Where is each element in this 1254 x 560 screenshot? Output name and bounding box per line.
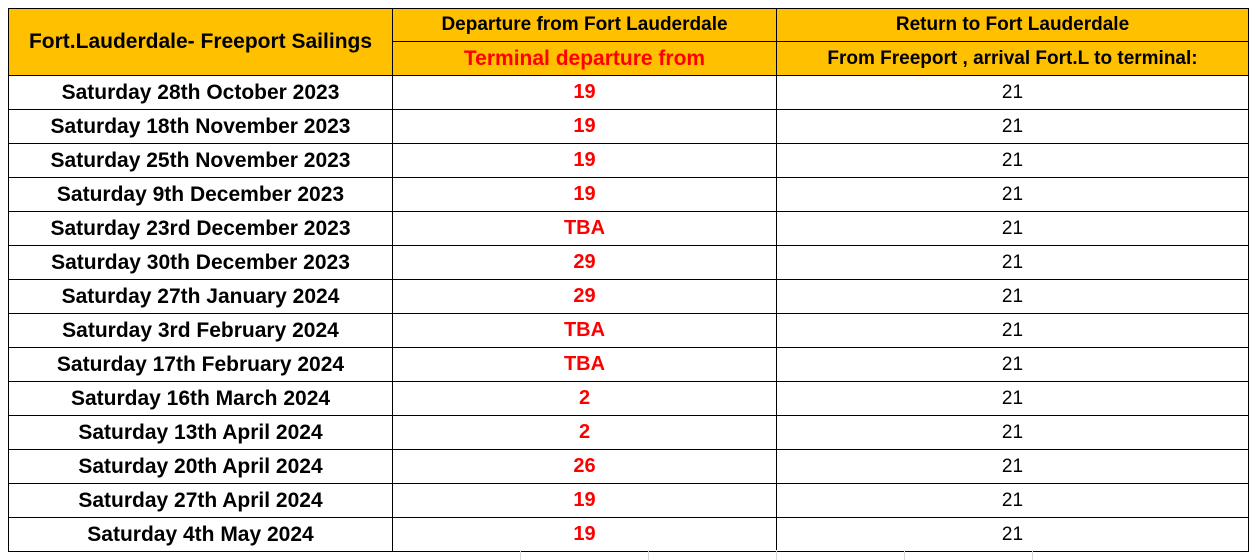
departure-time-cell[interactable] [393, 382, 777, 416]
return-time: 21 [1001, 285, 1024, 307]
return-heading: Return to Fort Lauderdale [895, 14, 1130, 35]
departure-time: TBA [563, 353, 606, 375]
sailing-date: Saturday 30th December 2023 [51, 250, 350, 274]
departure-time: TBA [563, 217, 606, 239]
return-time: 21 [1001, 149, 1024, 171]
sailing-date: Saturday 27th January 2024 [61, 284, 340, 308]
departure-time: TBA [563, 319, 606, 341]
sailing-date: Saturday 4th May 2024 [87, 522, 314, 546]
return-time-cell[interactable] [777, 178, 1249, 212]
departure-time: 19 [573, 115, 596, 137]
departure-time: 19 [573, 489, 596, 511]
departure-time-cell[interactable] [393, 416, 777, 450]
header-row-1 [9, 9, 1249, 42]
departure-time: 2 [578, 387, 591, 409]
departure-heading: Departure from Fort Lauderdale [441, 14, 728, 35]
table-row [9, 518, 1249, 552]
departure-time: 19 [573, 183, 596, 205]
return-time-cell[interactable] [777, 144, 1249, 178]
return-time: 21 [1001, 183, 1024, 205]
table-row [9, 246, 1249, 280]
sailing-date: Saturday 28th October 2023 [61, 80, 340, 104]
departure-time-cell[interactable] [393, 314, 777, 348]
departure-time: 26 [573, 455, 596, 477]
return-time: 21 [1001, 319, 1024, 341]
sailing-date: Saturday 20th April 2024 [78, 454, 323, 478]
departure-subheading: Terminal departure from [463, 46, 706, 70]
return-time: 21 [1001, 387, 1024, 409]
return-time: 21 [1001, 217, 1024, 239]
table-row [9, 280, 1249, 314]
departure-time: 19 [573, 149, 596, 171]
sailing-date: Saturday 17th February 2024 [56, 352, 345, 376]
sailing-date-cell[interactable] [9, 144, 393, 178]
sailing-date: Saturday 25th November 2023 [50, 148, 351, 172]
return-time: 21 [1001, 523, 1024, 545]
return-time: 21 [1001, 353, 1024, 375]
return-time-cell[interactable] [777, 212, 1249, 246]
sailings-table [8, 8, 1249, 552]
departure-time-cell[interactable] [393, 348, 777, 382]
sailing-date-cell[interactable] [9, 348, 393, 382]
sailing-date: Saturday 3rd February 2024 [62, 318, 339, 342]
sailing-date-cell[interactable] [9, 314, 393, 348]
table-title: Fort.Lauderdale- Freeport Sailings [28, 30, 373, 53]
return-subheading: From Freeport , arrival Fort.L to terminal: [827, 47, 1198, 69]
return-time-cell[interactable] [777, 76, 1249, 110]
return-heading-cell[interactable] [777, 9, 1249, 42]
departure-time-cell[interactable] [393, 280, 777, 314]
table-row [9, 484, 1249, 518]
return-time-cell[interactable] [777, 382, 1249, 416]
return-time-cell[interactable] [777, 110, 1249, 144]
gridline [1032, 550, 1033, 560]
table-row [9, 416, 1249, 450]
departure-time-cell[interactable] [393, 212, 777, 246]
departure-time-cell[interactable] [393, 246, 777, 280]
return-time-cell[interactable] [777, 518, 1249, 552]
table-title-cell[interactable] [9, 9, 393, 76]
table-row [9, 178, 1249, 212]
return-time: 21 [1001, 115, 1024, 137]
departure-time-cell[interactable] [393, 450, 777, 484]
return-time: 21 [1001, 489, 1024, 511]
sailing-date-cell[interactable] [9, 246, 393, 280]
sheet-gridlines [0, 550, 1254, 560]
departure-time-cell[interactable] [393, 110, 777, 144]
return-time-cell[interactable] [777, 314, 1249, 348]
departure-time-cell[interactable] [393, 144, 777, 178]
return-time: 21 [1001, 81, 1024, 103]
departure-time-cell[interactable] [393, 76, 777, 110]
table-row [9, 382, 1249, 416]
table-row [9, 110, 1249, 144]
table-row [9, 212, 1249, 246]
sailing-date-cell[interactable] [9, 110, 393, 144]
departure-time-cell[interactable] [393, 178, 777, 212]
gridline [520, 550, 521, 560]
return-time: 21 [1001, 251, 1024, 273]
sailing-date-cell[interactable] [9, 416, 393, 450]
sailing-date-cell[interactable] [9, 280, 393, 314]
departure-time-cell[interactable] [393, 484, 777, 518]
gridline [776, 550, 777, 560]
sailings-sheet [8, 8, 1248, 552]
return-time-cell[interactable] [777, 348, 1249, 382]
return-subheading-cell[interactable] [777, 42, 1249, 76]
return-time-cell[interactable] [777, 450, 1249, 484]
departure-subheading-cell[interactable] [393, 42, 777, 76]
sailing-date-cell[interactable] [9, 484, 393, 518]
sailing-date-cell[interactable] [9, 382, 393, 416]
sailings-table-body [9, 9, 1249, 552]
departure-time: 29 [573, 251, 596, 273]
sailing-date-cell[interactable] [9, 76, 393, 110]
departure-time: 19 [573, 81, 596, 103]
sailing-date-cell[interactable] [9, 212, 393, 246]
departure-time: 29 [573, 285, 596, 307]
sailing-date: Saturday 16th March 2024 [70, 386, 331, 410]
return-time-cell[interactable] [777, 416, 1249, 450]
sailing-date: Saturday 13th April 2024 [78, 420, 323, 444]
table-row [9, 144, 1249, 178]
sailing-date: Saturday 18th November 2023 [50, 114, 351, 138]
table-row [9, 314, 1249, 348]
gridline [904, 550, 905, 560]
departure-heading-cell[interactable] [393, 9, 777, 42]
sailing-date: Saturday 27th April 2024 [78, 488, 323, 512]
table-row [9, 76, 1249, 110]
sailing-date-cell[interactable] [9, 450, 393, 484]
gridline [648, 550, 649, 560]
return-time: 21 [1001, 455, 1024, 477]
departure-time: 19 [573, 523, 596, 545]
table-row [9, 450, 1249, 484]
departure-time: 2 [578, 421, 591, 443]
departure-time-cell[interactable] [393, 518, 777, 552]
sailing-date: Saturday 9th December 2023 [56, 182, 345, 206]
return-time: 21 [1001, 421, 1024, 443]
sailing-date: Saturday 23rd December 2023 [50, 216, 351, 240]
sailing-date-cell[interactable] [9, 518, 393, 552]
return-time-cell[interactable] [777, 280, 1249, 314]
return-time-cell[interactable] [777, 246, 1249, 280]
sailing-date-cell[interactable] [9, 178, 393, 212]
return-time-cell[interactable] [777, 484, 1249, 518]
table-row [9, 348, 1249, 382]
